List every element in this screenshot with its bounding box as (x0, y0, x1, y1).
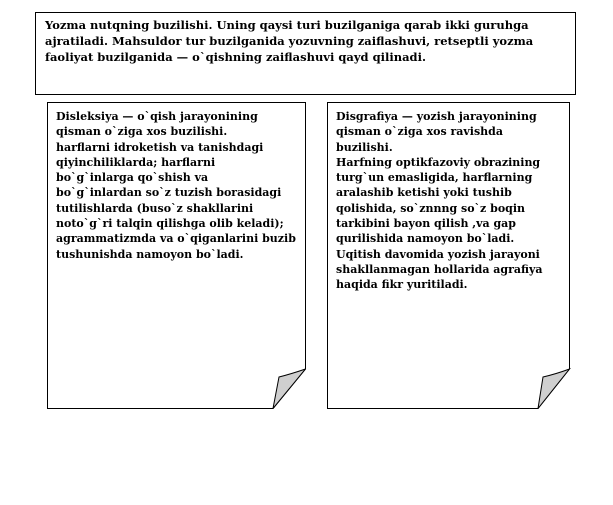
dysgraphia-text (336, 109, 561, 293)
dyslexia-heading: Disleksiya — o`qish jarayonining qisman o`ziga xos buzilishi. (56, 110, 258, 139)
dysgraphia-heading: Disgrafiya — yozish jarayonining qisman o`ziga xos ravishda buzilishi. (336, 110, 537, 154)
dysgraphia-body: Harfning optikfazoviy obrazining turg`un emasligida, harflarning aralashib ketishi yoki tushib qolishida, so`znnng so`z boqin tarkibini bayon qilish ,va gap qurilishida namoyon bo`ladi. Uqitish davomida yozish jarayoni shakllanmagan hollarida agrafiya haqida fikr yuritiladi. (336, 155, 543, 292)
dyslexia-text (56, 109, 296, 262)
dysgraphia-note-card (327, 102, 586, 409)
dyslexia-note-card (47, 102, 306, 409)
intro-box (35, 12, 576, 95)
intro-text: Yozma nutqning buzilishi. Uning qaysi turi buzilganiga qarab ikki guruhga ajratiladi. Mahsuldor tur buzilganida yozuvning zaiflashuvi, retseptli yozma faoliyat buzilganida — o`qishning zaiflashuvi qayd qilinadi. (45, 18, 534, 64)
dyslexia-body: harflarni idroketish va tanishdagi qiyinchiliklarda; harflarni bo`g`inlarga qo`shish va bo`g`inlardan so`z tuzish borasidagi tutilishlarda (buso`z shakllarini noto`g`ri talqin qilishga olib keladi); agrammatizmda va o`qiganlarini buzib tushunishda namoyon bo`ladi. (56, 140, 296, 261)
